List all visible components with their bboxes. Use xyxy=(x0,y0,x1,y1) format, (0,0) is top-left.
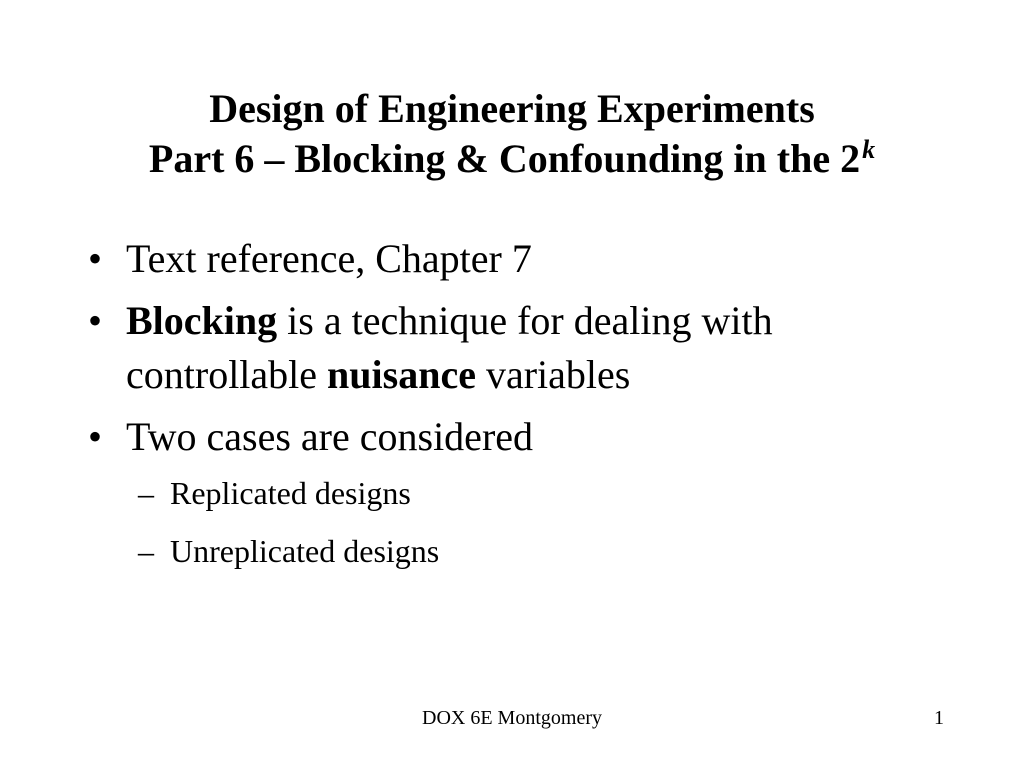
title-line-2-text: Part 6 – Blocking & Confounding in the 2 xyxy=(148,136,861,181)
bullet-icon: • xyxy=(88,236,103,281)
sub-bullet-item xyxy=(88,472,948,514)
bullet-text: is a technique for dealing with controllable xyxy=(126,298,773,397)
bullet-item xyxy=(88,410,948,464)
dash-icon: – xyxy=(138,475,154,511)
bullet-icon: • xyxy=(88,298,103,343)
sub-bullet-item xyxy=(88,530,948,572)
bullet-bold-term: nuisance xyxy=(327,352,476,397)
bullet-item xyxy=(88,232,948,286)
sub-bullet-text: Unreplicated designs xyxy=(170,533,440,569)
title-line-1: Design of Engineering Experiments xyxy=(209,86,815,131)
bullet-text: variables xyxy=(475,352,631,397)
sub-bullet-text: Replicated designs xyxy=(170,475,411,511)
title-line-2 xyxy=(0,134,1024,184)
slide-title xyxy=(0,84,1024,184)
bullet-text: Text reference, Chapter 7 xyxy=(126,236,532,281)
dash-icon: – xyxy=(138,533,154,569)
bullet-bold-term: Blocking xyxy=(126,298,278,343)
bullet-item xyxy=(88,294,948,402)
footer-text: DOX 6E Montgomery xyxy=(422,707,602,729)
page-number: 1 xyxy=(934,707,944,729)
bullet-icon: • xyxy=(88,414,103,459)
slide-body xyxy=(88,232,948,588)
title-superscript: k xyxy=(862,135,876,164)
bullet-text: Two cases are considered xyxy=(126,414,534,459)
